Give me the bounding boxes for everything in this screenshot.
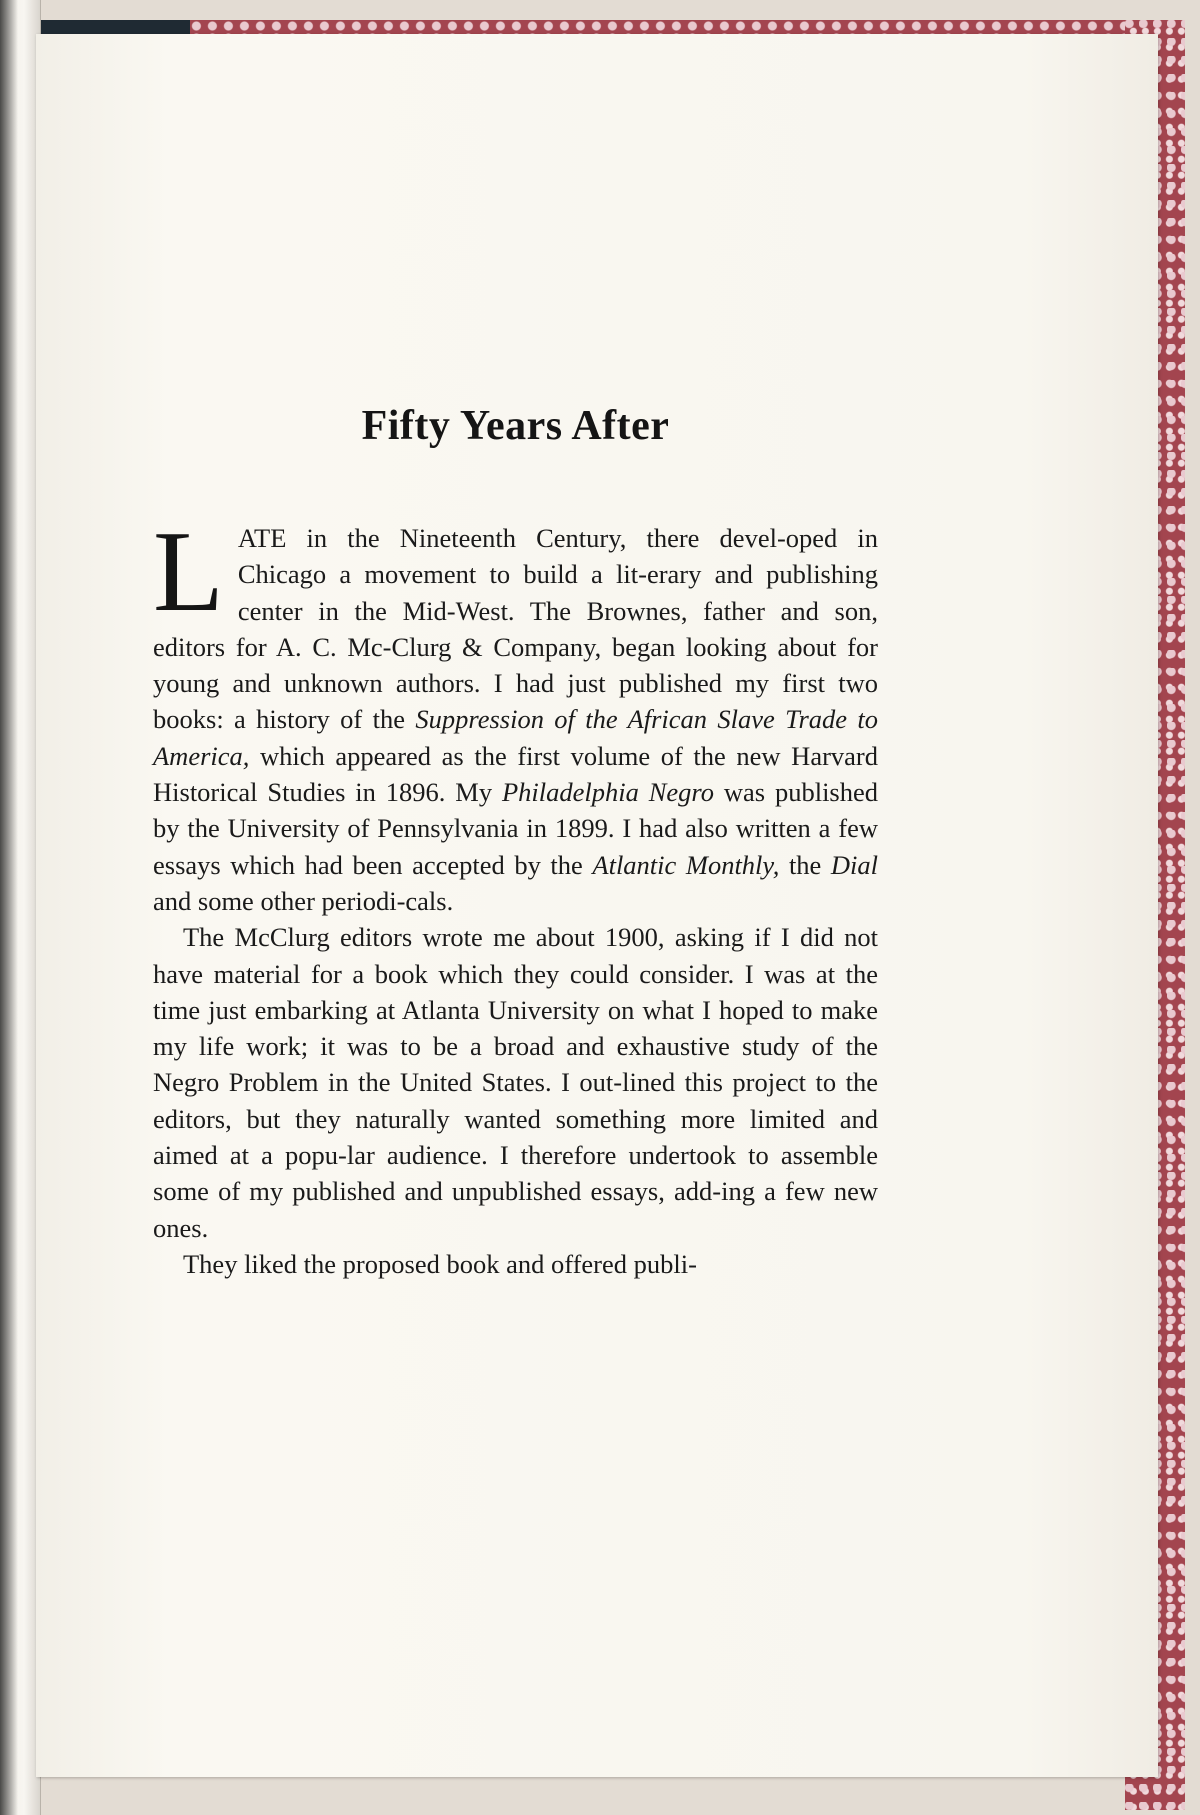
text-run: ATE in the Nineteenth Century, there devel-oped in Chicago a movement to build a lit-erary and publishing center in the Mid-West. The Brownes, father and son, editors for A. C. Mc-Clurg & Company, began looking about for young and unknown authors. I had just published my first two books: a history of the — [153, 523, 878, 735]
paragraph-1 — [153, 508, 879, 919]
periodical-dial: Dial — [830, 849, 879, 880]
book-title-suppression: Suppression of the African Slave Trade to America, — [153, 704, 878, 771]
chapter-title: Fifty Years After — [361, 403, 670, 449]
text-run: which appeared as the first volume of the new Harvard Historical Studies in 1896. My — [153, 740, 878, 808]
paragraph-3: They liked the proposed book and offered publi- — [183, 1248, 697, 1279]
body-text — [153, 508, 879, 1282]
book-title-philadelphia: Philadelphia Negro — [501, 777, 714, 808]
binding-shadow — [0, 0, 18, 1815]
drop-cap: L — [153, 508, 224, 636]
periodical-atlantic: Atlantic Monthly, — [592, 849, 780, 880]
text-run: and some other periodi-cals. — [153, 885, 454, 916]
paragraph-2: The McClurg editors wrote me about 1900, asking if I did not have material for a book which they could consider. I was at the time just embarking at Atlanta University on what I hoped to make my life work; it was to be a broad and exhaustive study of the Negro Problem in the United States. I out-lined this project to the editors, but they naturally wanted something more limited and aimed at a popu-lar audience. I therefore undertook to assemble some of my published and unpublished essays, add-ing a few new ones. — [153, 922, 878, 1243]
text-run: the — [779, 849, 831, 880]
text-run: was published by the University of Pennsylvania in 1899. I had also written a few essays which had been accepted by the — [153, 777, 879, 880]
